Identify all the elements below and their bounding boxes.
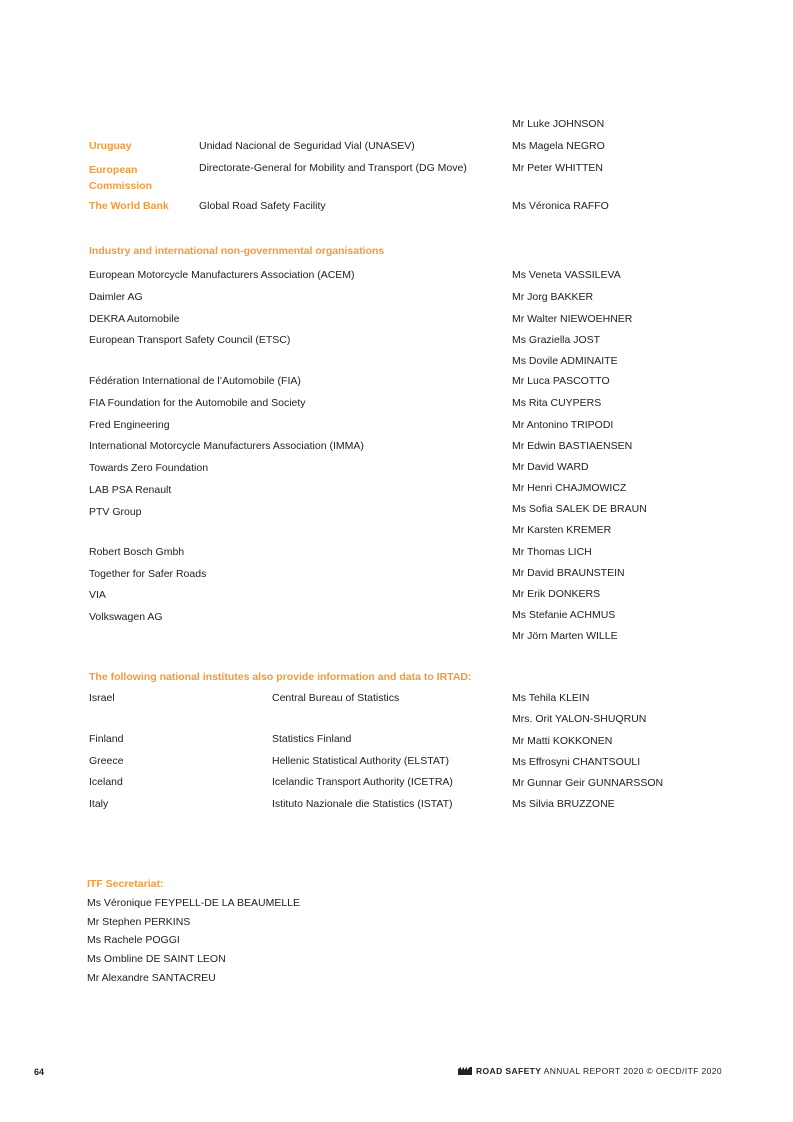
- person-name: Ms Stefanie ACHMUS: [512, 609, 616, 621]
- person-name: Mr Karsten KREMER: [512, 524, 612, 536]
- person-name: Mr Thomas LICH: [512, 546, 592, 558]
- organisation-name: International Motorcycle Manufacturers Association (IMMA): [89, 440, 364, 452]
- person-name: Mr David WARD: [512, 461, 589, 473]
- person-name: Mrs. Orit YALON-SHUQRUN: [512, 713, 647, 725]
- country-name: Iceland: [89, 776, 123, 788]
- person-name: Mr Jorg BAKKER: [512, 291, 594, 303]
- footer-title: [458, 1066, 722, 1076]
- organisation-name: Fred Engineering: [89, 419, 170, 431]
- organisation-name: Unidad Nacional de Seguridad Vial (UNASEV): [199, 140, 415, 152]
- organisation-name: FIA Foundation for the Automobile and Society: [89, 397, 306, 409]
- secretariat-member: Mr Alexandre SANTACREU: [87, 972, 216, 984]
- organisation-name: Directorate-General for Mobility and Transport (DG Move): [199, 162, 467, 174]
- page-number: 64: [34, 1067, 45, 1077]
- person-name: Mr Peter WHITTEN: [512, 162, 603, 174]
- person-name: Ms Rita CUYPERS: [512, 397, 602, 409]
- secretariat-member: Mr Stephen PERKINS: [87, 916, 191, 928]
- person-name: Ms Veneta VASSILEVA: [512, 269, 621, 281]
- section-heading: Industry and international non-governmental organisations: [89, 245, 385, 257]
- organisation-name: Fédération International de l’Automobile (FIA): [89, 375, 301, 387]
- organisation-name: European Motorcycle Manufacturers Association (ACEM): [89, 269, 355, 281]
- organisation-name: Together for Safer Roads: [89, 568, 207, 580]
- organisation-name: DEKRA Automobile: [89, 313, 180, 325]
- person-name: Mr Antonino TRIPODI: [512, 419, 614, 431]
- person-name: Mr Luke JOHNSON: [512, 118, 605, 130]
- footer-title-bold: ROAD SAFETY: [476, 1066, 542, 1076]
- organisation-name: VIA: [89, 589, 106, 601]
- organisation-name: Towards Zero Foundation: [89, 462, 209, 474]
- institute-name: Istituto Nazionale die Statistics (ISTAT): [272, 798, 453, 810]
- person-name: Mr Luca PASCOTTO: [512, 375, 610, 387]
- section-heading: The following national institutes also provide information and data to IRTAD:: [89, 671, 472, 683]
- person-name: Ms Tehila KLEIN: [512, 692, 590, 704]
- person-name: Mr David BRAUNSTEIN: [512, 567, 625, 579]
- secretariat-member: Ms Rachele POGGI: [87, 934, 180, 946]
- organisation-name: PTV Group: [89, 506, 142, 518]
- person-name: Ms Effrosyni CHANTSOULI: [512, 756, 641, 768]
- country-label: The World Bank: [89, 200, 169, 212]
- person-name: Mr Edwin BASTIAENSEN: [512, 440, 633, 452]
- country-name: Israel: [89, 692, 115, 704]
- itf-logo-icon: [458, 1066, 472, 1075]
- person-name: Mr Jörn Marten WILLE: [512, 630, 618, 642]
- organisation-name: Volkswagen AG: [89, 611, 163, 623]
- secretariat-member: Ms Véronique FEYPELL-DE LA BEAUMELLE: [87, 897, 301, 909]
- country-name: Greece: [89, 755, 124, 767]
- person-name: Mr Gunnar Geir GUNNARSSON: [512, 777, 664, 789]
- secretariat-member: Ms Ombline DE SAINT LEON: [87, 953, 226, 965]
- section-heading: ITF Secretariat:: [87, 878, 164, 890]
- person-name: Ms Graziella JOST: [512, 334, 601, 346]
- person-name: Mr Walter NIEWOEHNER: [512, 313, 633, 325]
- country-name: Italy: [89, 798, 109, 810]
- organisation-name: European Transport Safety Council (ETSC): [89, 334, 291, 346]
- country-label: European Commission: [89, 164, 153, 192]
- person-name: Mr Henri CHAJMOWICZ: [512, 482, 627, 494]
- person-name: Ms Sofia SALEK DE BRAUN: [512, 503, 647, 515]
- institute-name: Hellenic Statistical Authority (ELSTAT): [272, 755, 450, 767]
- person-name: Ms Véronica RAFFO: [512, 200, 609, 212]
- organisation-name: Robert Bosch Gmbh: [89, 546, 185, 558]
- institute-name: Icelandic Transport Authority (ICETRA): [272, 776, 453, 788]
- organisation-name: Global Road Safety Facility: [199, 200, 326, 212]
- person-name: Ms Magela NEGRO: [512, 140, 605, 152]
- organisation-name: LAB PSA Renault: [89, 484, 172, 496]
- organisation-name: Daimler AG: [89, 291, 143, 303]
- person-name: Ms Dovile ADMINAITE: [512, 355, 618, 367]
- person-name: Mr Erik DONKERS: [512, 588, 601, 600]
- institute-name: Statistics Finland: [272, 733, 352, 745]
- footer-title-rest: ANNUAL REPORT 2020 © OECD/ITF 2020: [543, 1066, 723, 1076]
- person-name: Mr Matti KOKKONEN: [512, 735, 613, 747]
- country-label: Uruguay: [89, 140, 132, 152]
- country-name: Finland: [89, 733, 124, 745]
- person-name: Ms Silvia BRUZZONE: [512, 798, 615, 810]
- institute-name: Central Bureau of Statistics: [272, 692, 400, 704]
